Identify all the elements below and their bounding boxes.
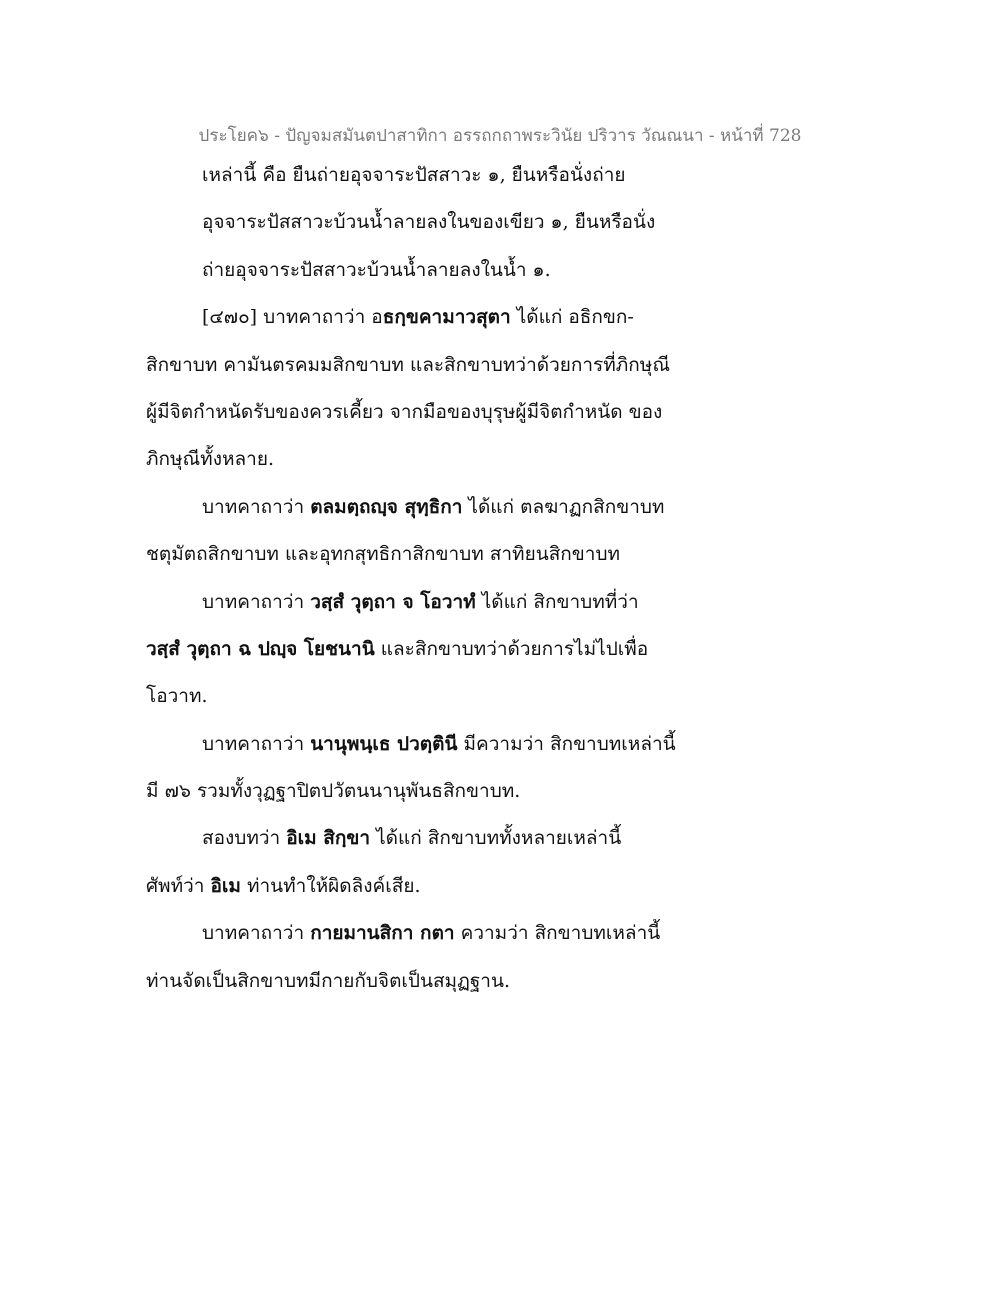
- text-line: [146, 247, 666, 294]
- pali-term: วสฺสํ วุตฺถา ฉ ปญฺจ โยชนานิ: [146, 637, 375, 660]
- text-segment: ถ่ายอุจจาระปัสสาวะบ้วนน้ำลายลงในน้ำ ๑.: [202, 258, 551, 281]
- pali-term: วสฺสํ วุตฺถา จ โอวาทํ: [310, 590, 476, 613]
- pali-term: อิเม: [210, 874, 241, 897]
- text-segment: ภิกษุณีทั้งหลาย.: [146, 448, 274, 471]
- text-line: [146, 579, 666, 626]
- text-line: [146, 152, 666, 199]
- text-segment: บาทคาถาว่า: [202, 590, 311, 613]
- text-segment: บาทคาถาว่า: [202, 922, 311, 945]
- text-segment: ได้แก่ ตลฆาฏกสิกขาบท: [462, 495, 665, 518]
- text-line: [146, 626, 666, 673]
- text-segment: ได้แก่ สิกขาบททั้งหลายเหล่านี้: [370, 827, 622, 850]
- text-line: [146, 294, 666, 341]
- text-line: [146, 531, 666, 578]
- pali-term: ตลมตฺถญฺจ สุทฺธิกา: [310, 495, 463, 518]
- pali-term: อิเม สิกฺขา: [286, 827, 371, 850]
- text-line: [146, 815, 666, 862]
- text-segment: ชตุมัตถสิกขาบท และอุทกสุทธิกาสิกขาบท สาทิยนสิกขาบท: [146, 543, 621, 566]
- text-line: [146, 389, 666, 436]
- text-segment: ศัพท์ว่า: [146, 874, 211, 897]
- page-header: ประโยค๖ - ปัญจมสมันตปาสาทิกา อรรถกถาพระวินัย ปริวาร วัณณนา - หน้าที่ 728: [198, 126, 802, 146]
- text-segment: ผู้มีจิตกำหนัดรับของควรเคี้ยว จากมือของบุรุษผู้มีจิตกำหนัด ของ: [146, 400, 663, 423]
- text-line: [146, 863, 666, 910]
- text-line: [146, 436, 666, 483]
- text-line: [146, 958, 666, 1005]
- pali-term: นานุพนฺเธ ปวตฺตินี: [310, 732, 458, 755]
- text-segment: โอวาท.: [146, 685, 208, 708]
- text-line: [146, 342, 670, 389]
- pali-term: ธกฺขคามาวสุตา: [382, 306, 511, 329]
- text-segment: [๔๗๐] บาทคาถาว่า อ: [202, 306, 383, 329]
- text-line: [146, 199, 666, 246]
- text-line: [146, 673, 666, 720]
- text-segment: และสิกขาบทว่าด้วยการไม่ไปเพื่อ: [374, 637, 649, 660]
- text-segment: ความว่า สิกขาบทเหล่านี้: [454, 922, 661, 945]
- text-segment: เหล่านี้ คือ ยืนถ่ายอุจจาระปัสสาวะ ๑, ยืนหรือนั่งถ่าย: [202, 164, 626, 186]
- text-segment: ท่านทำให้ผิดลิงค์เสีย.: [240, 874, 421, 897]
- text-segment: สองบทว่า: [202, 827, 287, 850]
- text-segment: ได้แก่ สิกขาบทที่ว่า: [475, 590, 639, 613]
- text-segment: บาทคาถาว่า: [202, 495, 311, 518]
- text-segment: อุจจาระปัสสาวะบ้วนน้ำลายลงในของเขียว ๑, ยืนหรือนั่ง: [202, 211, 656, 234]
- text-segment: สิกขาบท คามันตรคมมสิกขาบท และสิกขาบทว่าด้วยการที่ภิกษุณี: [146, 353, 670, 376]
- text-segment: บาทคาถาว่า: [202, 732, 311, 755]
- text-line: [146, 768, 666, 815]
- pali-term: กายมานสิกา กตา: [310, 922, 455, 945]
- text-segment: มีความว่า สิกขาบทเหล่านี้: [457, 732, 676, 755]
- body-text: [146, 152, 676, 1005]
- text-segment: ได้แก่ อธิกขก-: [510, 306, 634, 329]
- text-line: [146, 721, 676, 768]
- text-segment: มี ๗๖ รวมทั้งวุฏฐาปิตปวัตนนานุพันธสิกขาบท.: [146, 780, 521, 803]
- text-segment: ท่านจัดเป็นสิกขาบทมีกายกับจิตเป็นสมุฏฐาน.: [146, 969, 511, 992]
- text-line: [146, 910, 666, 957]
- text-line: [146, 484, 666, 531]
